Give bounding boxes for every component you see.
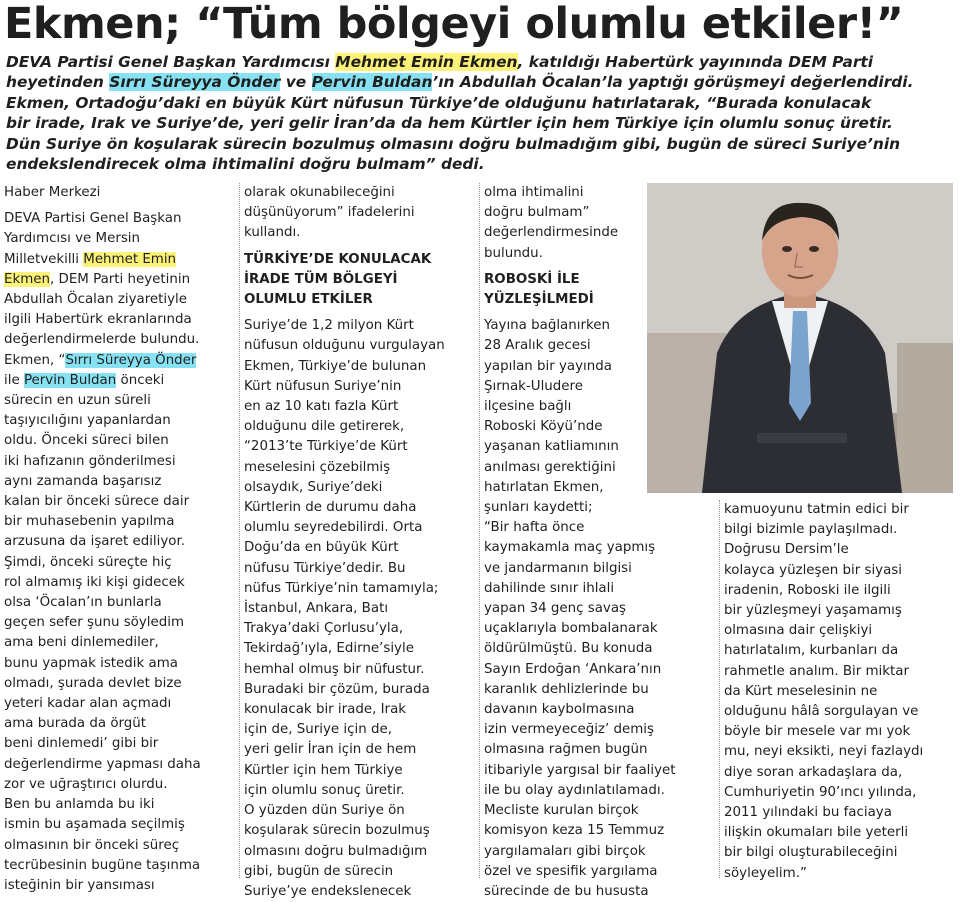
text-line: değerlendirme yapması daha [4, 756, 201, 772]
body-text: ile [4, 372, 24, 388]
body-line: değerlendirmelerde bulundu. [4, 332, 200, 348]
text-line: doğru bulmam” [484, 205, 590, 221]
text-line: rahmetle analım. Bir miktar [724, 663, 909, 679]
text-line: ve jandarmanın bilgisi [484, 560, 632, 576]
text-line: sürecinde de bu hususta [484, 883, 649, 899]
text-line: geçen sefer şunu söyledim [4, 615, 185, 631]
text-line: komisyon keza 15 Temmuz [484, 823, 665, 839]
column-divider [719, 500, 720, 878]
body-paragraph [244, 183, 476, 244]
text-line: aynı zamanda başarısız [4, 473, 162, 489]
spot-text: DEVA Partisi Genel Başkan Yardımcısı [6, 53, 336, 71]
text-line: uçaklarıyla bombalanarak [484, 621, 658, 637]
portrait-photo [647, 183, 953, 493]
text-line: Buradaki bir çözüm, burada [244, 681, 430, 697]
text-line: Suriye’de 1,2 milyon Kürt [244, 318, 414, 334]
text-line: izin vermeyeceğiz’ demiş [484, 722, 654, 738]
text-line: yeri gelir İran için de hem [244, 742, 417, 758]
text-line: “2013’te Türkiye’de Kürt [244, 439, 408, 455]
text-line: düşünüyorum” ifadelerini [244, 205, 415, 221]
text-line: itibariyle yargısal bir faaliyet [484, 762, 676, 778]
body-line: DEVA Partisi Genel Başkan [4, 211, 182, 227]
spot-line: bir irade, Irak ve Suriye’de, yeri gelir İran’da da hem Kürtler için hem Türkiye için olumlu sonuç üretir. [6, 114, 893, 133]
text-line: ROBOSKİ İLE [484, 271, 580, 287]
column-divider [239, 183, 240, 878]
headline: Ekmen; “Tüm bölgeyi olumlu etkiler!” [4, 0, 904, 49]
text-line: olmasının bir önceki süreç [4, 837, 180, 853]
text-line: bir yüzleşmeyi yaşamamış [724, 603, 902, 619]
text-line: Suriye’ye endekslenecek [244, 883, 412, 899]
body-line [4, 371, 236, 391]
text-line: olumlu seyredebilirdi. Orta [244, 520, 423, 536]
article-column-4 [724, 500, 956, 884]
text-line: yapan 34 genç savaş [484, 601, 627, 617]
text-line: rol almamış iki kişi gidecek [4, 574, 185, 590]
text-line: olsa ‘Öcalan’ın bunlarla [4, 595, 162, 611]
text-line: değerlendirmesinde [484, 225, 619, 241]
portrait-illustration [647, 183, 953, 493]
text-line: hemhal olmuş bir nüfustur. [244, 661, 425, 677]
text-line: olmasına dair çelişkiyi [724, 623, 873, 639]
text-line: davanın kaybolmasına [484, 702, 635, 718]
text-line: olma ihtimalini [484, 185, 584, 200]
text-line: konulacak bir irade, Irak [244, 702, 407, 718]
column-divider [479, 183, 480, 878]
text-line: isteğinin bir yansıması [4, 877, 155, 893]
name-highlight: Pervin Buldan [311, 73, 433, 92]
text-line: 2011 yılındaki bu faciaya [724, 805, 892, 821]
body-line: ilgili Habertürk ekranlarında [4, 312, 192, 328]
text-line: Sayın Erdoğan ‘Ankara’nın [484, 661, 662, 677]
name-highlight: Pervin Buldan [23, 372, 117, 388]
text-line: böyle bir mesele var mı yok [724, 724, 911, 740]
text-line: tecrübesinin bugüne taşınma [4, 857, 201, 873]
spot-text: ’ın Abdullah Öcalan’la yaptığı görüşmeyi değerlendirdi. [432, 73, 914, 92]
spot-line [6, 52, 956, 72]
text-line: yargılamaları gibi birçok [484, 843, 646, 859]
text-line: iradenin, Roboski ile ilgili [724, 582, 891, 598]
text-line: gibi, bugün de sürecin [244, 863, 394, 879]
text-line: Ben bu anlamda bu iki [4, 797, 155, 813]
text-line: için olumlu sonuç üretir. [244, 782, 405, 798]
text-line: nüfus Türkiye’nin tamamıyla; [244, 580, 439, 596]
text-line: kullandı. [244, 225, 301, 241]
text-line: olmadı, şurada devlet bize [4, 675, 182, 691]
text-line: olarak okunabileceğini [244, 185, 395, 200]
spot-line [6, 72, 956, 92]
name-highlight: Mehmet Emin Ekmen [335, 53, 518, 71]
text-line: öldürülmüştü. Bu konuda [484, 641, 653, 657]
spot-text: ve [280, 73, 312, 92]
text-line: OLUMLU ETKİLER [244, 292, 373, 308]
text-line: da Kürt meselesinin ne [724, 683, 878, 699]
name-highlight: Sırrı Süreyya Önder [109, 73, 281, 92]
text-line: mu, neyi eksikti, neyi fazlaydı [724, 744, 924, 760]
text-line: söyleyelim.” [724, 865, 807, 881]
spot-line: Dün Suriye ön koşularak sürecin bozulmuş olmasını doğru bulmadığım gibi, bugün de süreci Suriye’nin [6, 134, 901, 153]
text-line: Trakya’daki Çorlusu’yla, [244, 621, 404, 637]
text-line: iki hafızanın gönderilmesi [4, 453, 176, 469]
spot-text: heyetinden [6, 73, 110, 92]
text-line: Doğu’da en büyük Kürt [244, 540, 399, 556]
text-line: Yayına bağlanırken [484, 318, 610, 334]
body-paragraph [724, 500, 956, 884]
text-line: Şırnak-Uludere [484, 378, 583, 394]
text-line: karanlık dehlizlerinde bu [484, 681, 649, 697]
text-line: ile bu olay aydınlatılamadı. [484, 782, 665, 798]
text-line: kamuoyunu tatmin edici bir [724, 502, 909, 517]
byline: Haber Merkezi [4, 185, 101, 200]
text-line: bir muhasebenin yapılma [4, 514, 175, 530]
article-column-1 [4, 183, 236, 896]
name-highlight: Ekmen [4, 271, 50, 287]
text-line: Ekmen, Türkiye’de bulunan [244, 358, 427, 374]
text-line: olmasına rağmen bugün [484, 742, 648, 758]
text-line: koşularak sürecin bozulmuş [244, 823, 430, 839]
text-line: beni dinlemedi’ gibi bir [4, 736, 159, 752]
text-line: nüfusun olduğunu vurgulayan [244, 338, 445, 354]
text-line: dahilinde sınır ihlali [484, 580, 615, 596]
text-line: TÜRKİYE’DE KONULACAK [244, 251, 432, 267]
body-line [4, 351, 236, 371]
text-line: hatırlatalım, kurbanları da [724, 643, 899, 659]
subheading [244, 250, 476, 311]
text-line: arzusuna da işaret ediliyor. [4, 534, 186, 550]
text-line: ilçesine bağlı [484, 399, 572, 415]
text-line: Şimdi, önceki süreçte hiç [4, 554, 172, 570]
text-line: için de, Suriye için de, [244, 722, 392, 738]
body-paragraph [4, 391, 236, 896]
text-line: taşıyıcılığını yapanlardan [4, 413, 171, 429]
text-line: olmasını doğru bulmadığım [244, 843, 428, 859]
body-line [4, 270, 236, 290]
text-line: bulundu. [484, 245, 543, 261]
text-line: bilgi bizimle paylaşılmadı. [724, 522, 898, 538]
text-line: O yüzden dün Suriye ön [244, 803, 405, 819]
spot-line: Ekmen, Ortadoğu’daki en büyük Kürt nüfusun Türkiye’de olduğunu hatırlatarak, “Burada konulacak [6, 93, 872, 112]
text-line: Mecliste kurulan birçok [484, 803, 639, 819]
text-line: yaşanan katliamının [484, 439, 619, 455]
text-line: meselesini çözebilmiş [244, 459, 391, 475]
body-line: Yardımcısı ve Mersin [4, 231, 141, 247]
name-highlight: Mehmet Emin [83, 251, 177, 267]
text-line: olduğunu dile getirerek, [244, 419, 405, 435]
text-line: ilişkin okumaları bile yeterli [724, 825, 909, 841]
body-text: , DEM Parti heyetinin [50, 271, 191, 287]
text-line: zor ve uğraştırıcı olurdu. [4, 776, 168, 792]
text-line: anılması gerektiğini [484, 459, 616, 475]
text-line: sürecin en uzun süreli [4, 393, 151, 409]
body-line: Abdullah Öcalan ziyaretiyle [4, 292, 187, 308]
text-line: yeteri kadar alan açmadı [4, 696, 172, 712]
text-line: özel ve spesifik yargılama [484, 863, 658, 879]
body-paragraph [244, 316, 476, 902]
text-line: ama beni dinlemediler, [4, 635, 159, 651]
body-text: Ekmen, “ [4, 352, 66, 368]
text-line: bunu yapmak istedik ama [4, 655, 178, 671]
text-line: kalan bir önceki sürece dair [4, 494, 190, 510]
text-line: Kürtler için hem Türkiye [244, 762, 403, 778]
text-line: diye soran arkadaşlara da, [724, 764, 903, 780]
text-line: en az 10 katı fazla Kürt [244, 399, 399, 415]
text-line: hatırlatan Ekmen, [484, 479, 604, 495]
text-line: şunları kaydetti; [484, 500, 593, 516]
body-text: önceki [116, 372, 165, 388]
text-line: Roboski Köyü’nde [484, 419, 603, 435]
text-line: kaymakamla maç yapmış [484, 540, 656, 556]
text-line: YÜZLEŞİLMEDİ [484, 292, 594, 308]
text-line: ama burada da örgüt [4, 716, 147, 732]
body-text: Milletvekilli [4, 251, 84, 267]
text-line: yapılan bir yayında [484, 358, 612, 374]
article-column-2 [244, 183, 476, 902]
text-line: kolayca yüzleşen bir siyasi [724, 562, 903, 578]
text-line: Kürt nüfusun Suriye’nin [244, 378, 402, 394]
text-line: Doğrusu Dersim’le [724, 542, 849, 558]
text-line: 28 Aralık gecesi [484, 338, 591, 354]
text-line: İstanbul, Ankara, Batı [244, 601, 389, 617]
text-line: İRADE TÜM BÖLGEYİ [244, 271, 398, 287]
text-line: oldu. Önceki süreci bilen [4, 433, 169, 449]
text-line: Cumhuriyetin 90’ıncı yılında, [724, 784, 917, 800]
text-line: nüfusu Türkiye’dedir. Bu [244, 560, 406, 576]
text-line: olsaydık, Suriye’deki [244, 479, 383, 495]
name-highlight: Sırrı Süreyya Önder [65, 352, 197, 368]
text-line: bir bilgi oluşturabileceğini [724, 845, 898, 861]
spot-text: , katıldığı Habertürk yayınında DEM Parti [517, 53, 874, 71]
text-line: Tekirdağ’ıyla, Edirne’siyle [244, 641, 414, 657]
body-line [4, 250, 236, 270]
text-line: “Bir hafta önce [484, 520, 585, 536]
spot-lead [6, 52, 956, 174]
text-line: ismin bu aşamada seçilmiş [4, 817, 185, 833]
text-line: Kürtlerin de durumu daha [244, 500, 417, 516]
spot-line: endekslendirecek olma ihtimalini doğru bulmam” dedi. [6, 155, 485, 174]
text-line: olduğunu hâlâ sorgulayan ve [724, 704, 919, 720]
